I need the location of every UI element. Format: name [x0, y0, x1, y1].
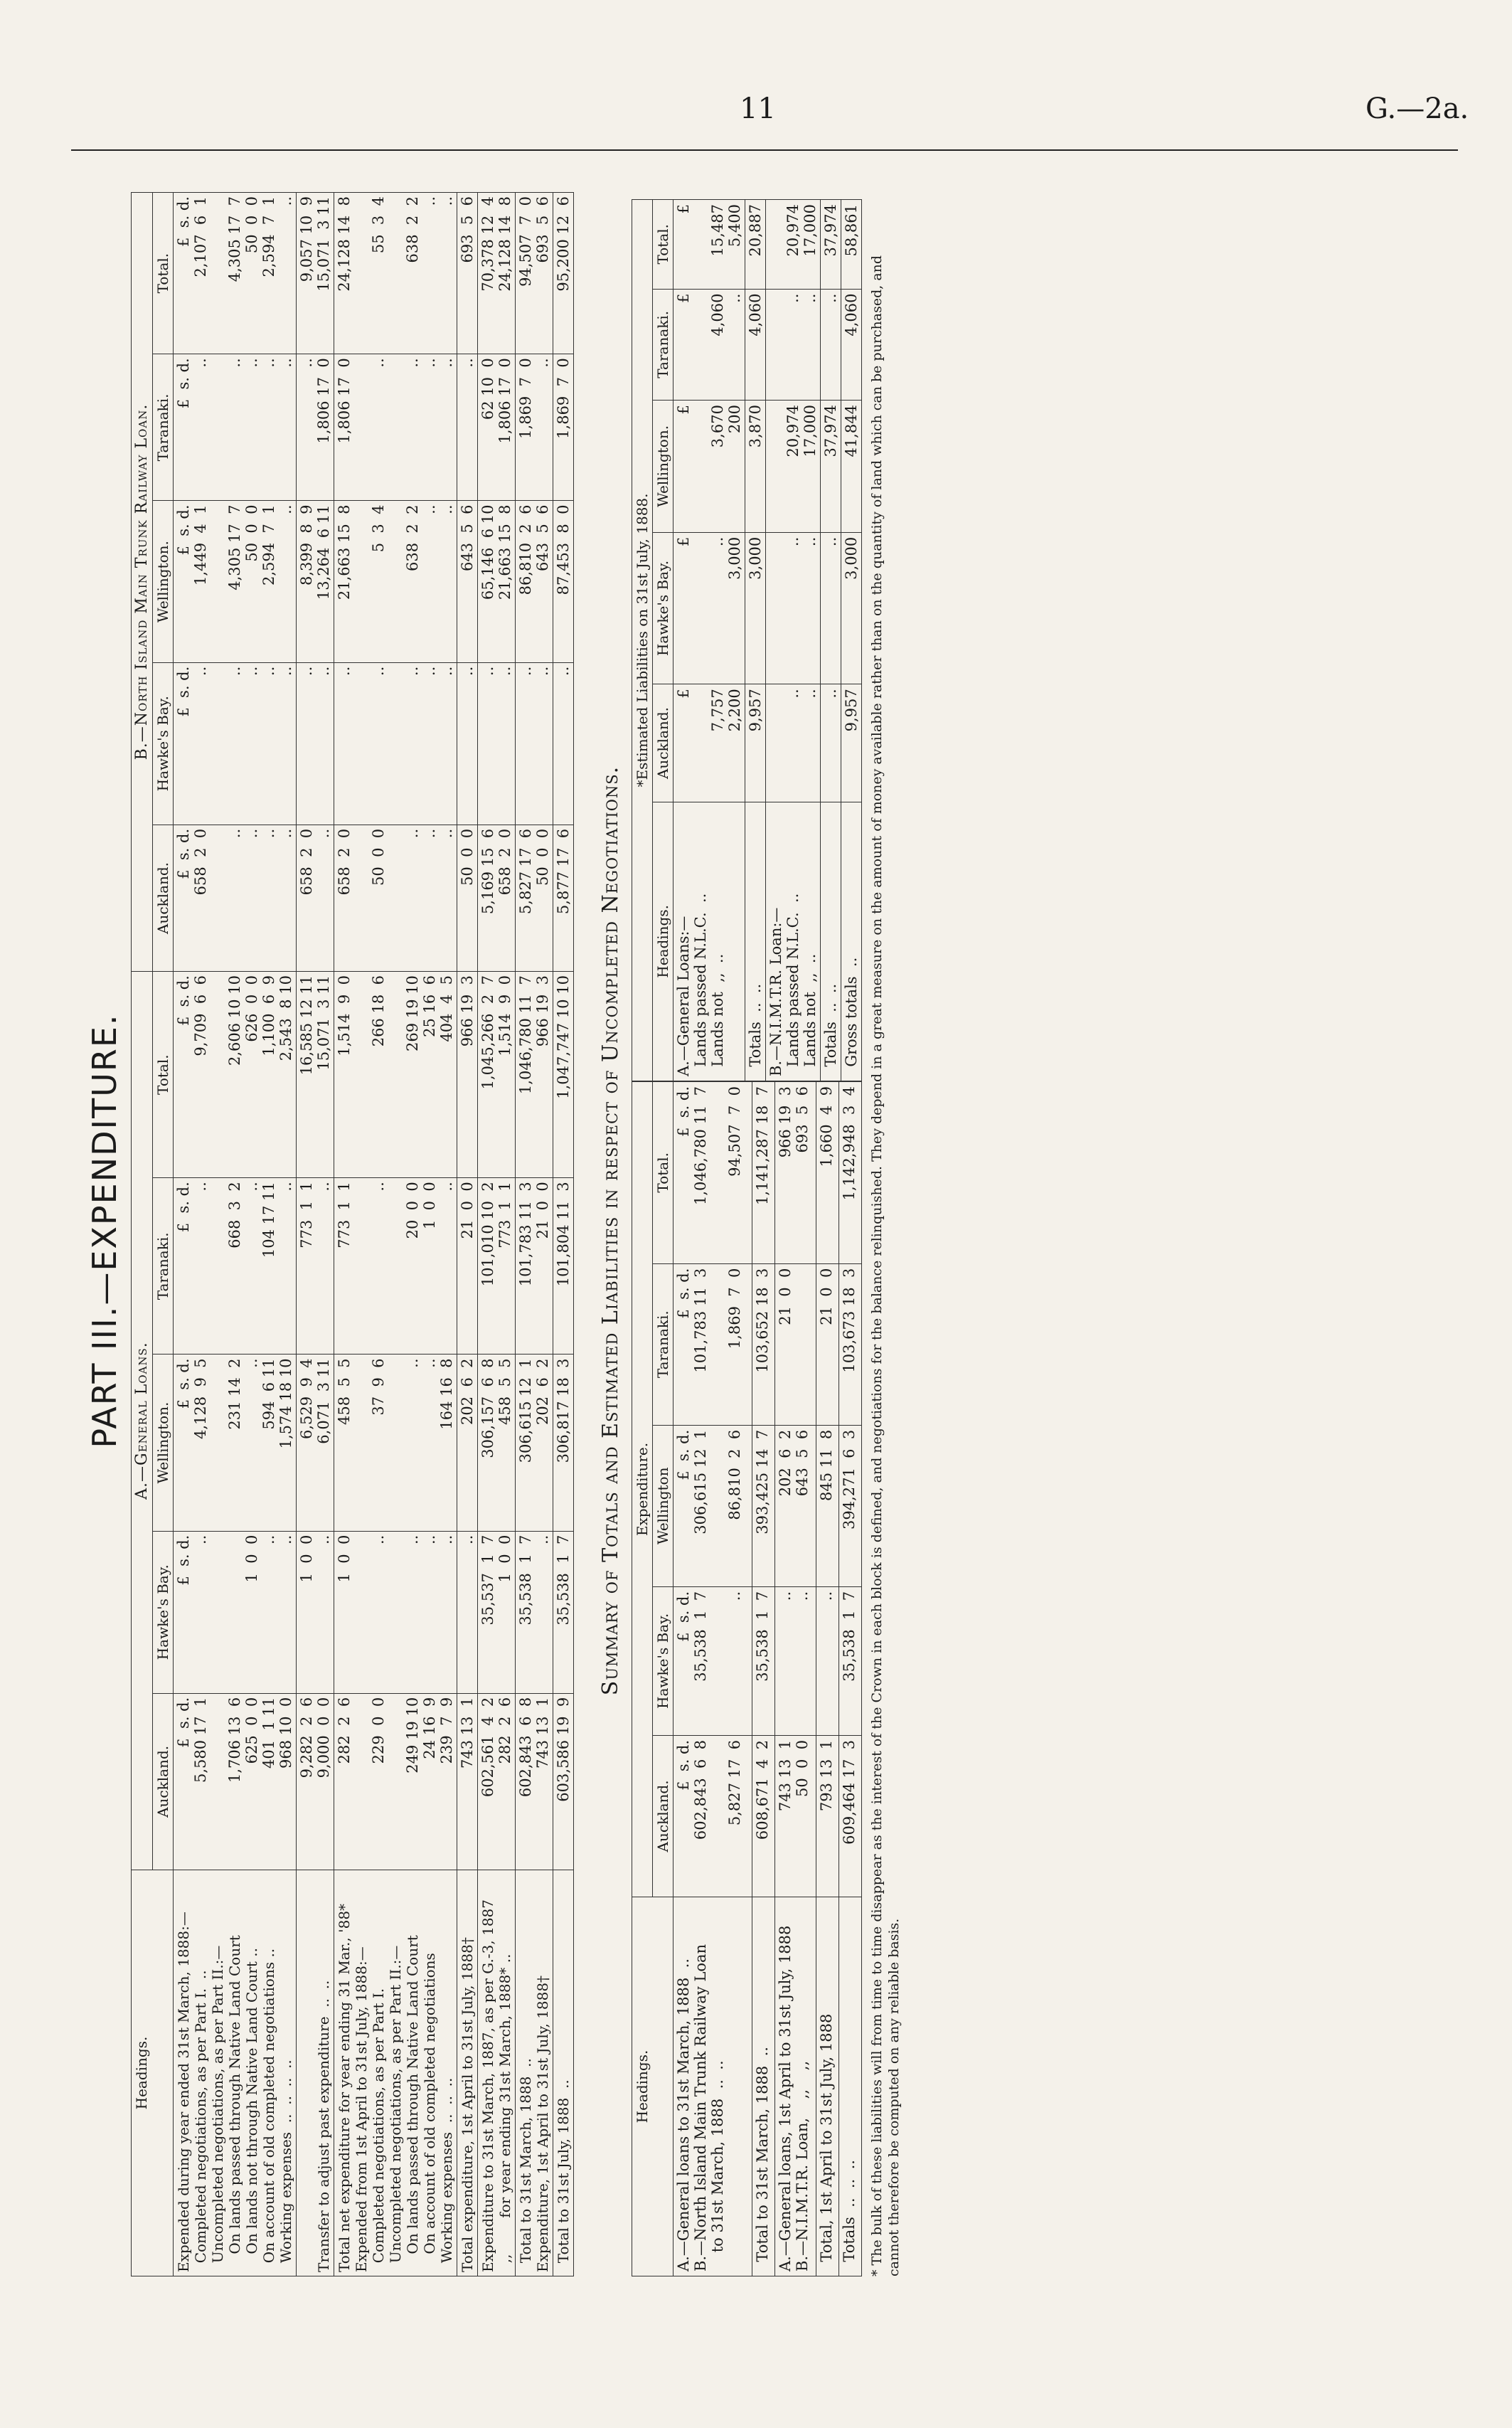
summary-amount-cell: 966 19 3 693 5 6 [774, 1082, 816, 1264]
amount-cell: 5,877 17 6 [553, 825, 574, 971]
summary-amount-cell: 393,425 14 7 [752, 1425, 775, 1586]
row-heading: Total expenditure, 1st April to 31st July, 1888† [457, 1870, 478, 2276]
amount-cell: 101,804 11 3 [553, 1178, 574, 1355]
document-reference: G.—2a. [1365, 92, 1469, 125]
summary-amount-cell: £ s. d. 306,615 12 1 86,810 2 6 [674, 1425, 752, 1586]
liabilities-amount-cell: .. [821, 289, 841, 401]
amount-cell: 8,399 8 9 13,264 6 11 [297, 501, 334, 662]
summary-expenditure-header: Expenditure. [632, 1082, 653, 1897]
column-header: Total. [153, 972, 174, 1178]
summary-amount-cell: 35,538 1 7 [752, 1586, 775, 1735]
amount-cell: .. .. .. .. .. [334, 662, 457, 825]
table-row [478, 193, 516, 2276]
summary-amount-cell: .. [816, 1586, 839, 1735]
amount-cell: .. .. [516, 662, 553, 825]
liabilities-amount-cell: 9,957 [841, 684, 862, 802]
liabilities-amount-cell: .. [821, 532, 841, 684]
summary-row-heading: A.—General loans, 1st April to 31st July, 1888 B.—N.I.M.T.R. Loan, ,, ,, [774, 1897, 816, 2276]
summary-row-heading: Total to 31st March, 1888 .. [752, 1897, 775, 2276]
summary-row-heading: Total, 1st April to 31st July, 1888 [816, 1897, 839, 2276]
column-header: Wellington. [153, 501, 174, 662]
liabilities-amount-cell: 41,844 [841, 401, 862, 533]
amount-cell: 1,869 7 0 .. [516, 354, 553, 501]
summary-column-header: Hawke's Bay. [653, 1586, 674, 1735]
liabilities-amount-cell: 3,870 [745, 401, 766, 533]
liabilities-column-header: Auckland. [653, 684, 674, 802]
footnote: * The bulk of these liabilities will from time to time disappear as the interest of the Crown in each block is defined, and negotiations for the balance relinquished. They depend in a great measure on the amount of money available rather than on the quantity of land which can be purchased, and cannot therefore be computed on any reliable basis. [869, 255, 902, 2276]
amount-cell: 658 2 0 50 0 0 .. .. .. [334, 825, 457, 971]
summary-amount-cell: 845 11 8 [816, 1425, 839, 1586]
liabilities-amount-cell: 20,887 [745, 200, 766, 290]
table-row [297, 193, 334, 2276]
amount-cell: 743 13 1 [457, 1693, 478, 1870]
liabilities-headings-header: Headings. [653, 802, 674, 1081]
amount-cell: .. .. [297, 662, 334, 825]
amount-cell: 95,200 12 6 [553, 193, 574, 354]
amount-cell: 602,561 4 2 282 2 6 [478, 1693, 516, 1870]
amount-cell: 5,827 17 6 50 0 0 [516, 825, 553, 971]
amount-cell: 65,146 6 10 21,663 15 8 [478, 501, 516, 662]
liabilities-table [632, 199, 862, 1081]
group-a-header: A.—General Loans. [132, 972, 153, 1870]
amount-cell: .. 1,806 17 0 [297, 354, 334, 501]
liabilities-amount-cell: 4,060 [841, 289, 862, 401]
amount-cell: £ s. d. 4,128 9 5 231 14 2 .. 594 6 11 1,574 18 10 [174, 1355, 297, 1531]
summary-amount-cell: 608,671 4 2 [752, 1735, 775, 1897]
liabilities-row-heading: Gross totals .. [841, 802, 862, 1081]
liabilities-row [841, 200, 862, 1081]
column-header: Hawke's Bay. [153, 662, 174, 825]
liabilities-row [674, 200, 745, 1081]
column-header: Taranaki. [153, 1178, 174, 1355]
liabilities-row [821, 200, 841, 1081]
summary-row [816, 1082, 839, 2276]
liabilities-row-heading: Totals .. .. [821, 802, 841, 1081]
summary-row [774, 1082, 816, 2276]
summary-amount-cell: 609,464 17 3 [839, 1735, 862, 1897]
liabilities-amount-cell: 3,000 [745, 532, 766, 684]
summary-row-heading: Totals .. .. .. [839, 1897, 862, 2276]
liabilities-amount-cell: £ .. 3,000 [674, 532, 745, 684]
summary-amount-cell: £ s. d. 101,783 11 3 1,869 7 0 [674, 1263, 752, 1425]
table-row [334, 193, 457, 2276]
amount-cell: 62 10 0 1,806 17 0 [478, 354, 516, 501]
liabilities-amount-cell: 9,957 [745, 684, 766, 802]
amount-cell: 6,529 9 4 6,071 3 11 [297, 1355, 334, 1531]
amount-cell: 35,538 1 7 [553, 1531, 574, 1693]
summary-amount-cell: 1,141,287 18 7 [752, 1082, 775, 1264]
summary-amount-cell: 35,538 1 7 [839, 1586, 862, 1735]
summary-row [674, 1082, 752, 2276]
table-row [553, 193, 574, 2276]
column-header: Hawke's Bay. [153, 1531, 174, 1693]
summary-row-heading: A.—General loans to 31st March, 1888 .. B.—North Island Main Trunk Railway Loan to 31st March, 1888 .. .. [674, 1897, 752, 2276]
liabilities-amount-cell: £ 7,757 2,200 [674, 684, 745, 802]
summary-amount-cell: 21 0 0 [816, 1263, 839, 1425]
amount-cell: 21 0 0 [457, 1178, 478, 1355]
liabilities-amount-cell: .. .. [766, 289, 821, 401]
amount-cell: 86,810 2 6 643 5 6 [516, 501, 553, 662]
summary-headings-header: Headings. [632, 1897, 674, 2276]
amount-cell: 602,843 6 8 743 13 1 [516, 1693, 553, 1870]
amount-cell: £ s. d. 658 2 0 .. .. .. .. [174, 825, 297, 971]
table-row [516, 193, 553, 2276]
liabilities-amount-cell: 20,974 17,000 [766, 401, 821, 533]
summary-amount-cell: 743 13 1 50 0 0 [774, 1735, 816, 1897]
amount-cell: 1,806 17 0 .. .. .. .. [334, 354, 457, 501]
liabilities-column-header: Taranaki. [653, 289, 674, 401]
amount-cell: 1,047,747 10 10 [553, 972, 574, 1178]
summary-section [632, 185, 862, 2276]
liabilities-row-heading: A.—General Loans:— Lands passed N.L.C. .. Lands not ,, .. [674, 802, 745, 1081]
page-number: 11 [740, 92, 776, 125]
row-heading: Total to 31st July, 1888 .. [553, 1870, 574, 2276]
amount-cell: 1,046,780 11 7 966 19 3 [516, 972, 553, 1178]
amount-cell: 16,585 12 11 15,071 3 11 [297, 972, 334, 1178]
liabilities-column-header: Hawke's Bay. [653, 532, 674, 684]
amount-cell: 101,783 11 3 21 0 0 [516, 1178, 553, 1355]
liabilities-amount-cell: 37,974 [821, 401, 841, 533]
amount-cell: 658 2 0 .. [297, 825, 334, 971]
liabilities-amount-cell: 4,060 [745, 289, 766, 401]
amount-cell: 458 5 5 37 9 6 .. .. 164 16 8 [334, 1355, 457, 1531]
liabilities-amount-cell: .. [821, 684, 841, 802]
amount-cell: 35,538 1 7 .. [516, 1531, 553, 1693]
summary-row [752, 1082, 775, 2276]
row-heading: Transfer to adjust past expenditure .. .. [297, 1870, 334, 2276]
summary-amount-cell: 202 6 2 643 5 6 [774, 1425, 816, 1586]
column-header: Auckland. [153, 1693, 174, 1870]
amount-cell: 87,453 8 0 [553, 501, 574, 662]
liabilities-amount-cell: £ 15,487 5,400 [674, 200, 745, 290]
summary-column-header: Wellington [653, 1425, 674, 1586]
amount-cell: 1,514 9 0 266 18 6 269 19 10 25 16 6 404 4 5 [334, 972, 457, 1178]
liabilities-amount-cell: 3,000 [841, 532, 862, 684]
summary-amount-cell: £ s. d. 35,538 1 7 .. [674, 1586, 752, 1735]
amount-cell: 9,057 10 9 15,071 3 11 [297, 193, 334, 354]
summary-amount-cell: 1,660 4 9 [816, 1082, 839, 1264]
amount-cell: .. [553, 662, 574, 825]
headings-column-header: Headings. [132, 1870, 174, 2276]
amount-cell: £ s. d. 5,580 17 1 1,706 13 6 625 0 0 401 1 11 968 10 0 [174, 1693, 297, 1870]
summary-amount-cell: 21 0 0 [774, 1263, 816, 1425]
liabilities-row [745, 200, 766, 1081]
amount-cell: 966 19 3 [457, 972, 478, 1178]
row-heading: Total net expenditure for year ending 31 Mar., '88* Expended from 1st April to 31st July, 1888:— Completed negotiations, as per Part I. Uncompleted negotiations, as per Part II.:— On lands passed through Native Land Court On account of old completed negotiations Working expenses .. .. .. [334, 1870, 457, 2276]
header-rule [71, 149, 1458, 151]
amount-cell: .. [457, 1531, 478, 1693]
liabilities-title: *Estimated Liabilities on 31st July, 1888. [632, 200, 653, 1081]
liabilities-amount-cell: 58,861 [841, 200, 862, 290]
liabilities-amount-cell: .. .. [766, 532, 821, 684]
summary-column-header: Total. [653, 1082, 674, 1264]
liabilities-amount-cell: £ 4,060 .. [674, 289, 745, 401]
amount-cell: £ s. d. 2,107 6 1 4,305 17 7 50 0 0 2,594 7 1 .. [174, 193, 297, 354]
column-header: Taranaki. [153, 354, 174, 501]
amount-cell: 94,507 7 0 693 5 6 [516, 193, 553, 354]
amount-cell: 306,615 12 1 202 6 2 [516, 1355, 553, 1531]
amount-cell: .. [457, 354, 478, 501]
table-row [457, 193, 478, 2276]
summary-title: Summary of Totals and Estimated Liabilities in respect of Uncompleted Negotiations. [598, 765, 623, 1696]
liabilities-amount-cell: £ 3,670 200 [674, 401, 745, 533]
row-heading: Total to 31st March, 1888 .. Expenditure, 1st April to 31st July, 1888† [516, 1870, 553, 2276]
amount-cell: 643 5 6 [457, 501, 478, 662]
amount-cell: 101,010 10 2 773 1 1 [478, 1178, 516, 1355]
liabilities-amount-cell: 20,974 17,000 [766, 200, 821, 290]
summary-amount-cell: 103,652 18 3 [752, 1263, 775, 1425]
summary-amount-cell: 1,142,948 3 4 [839, 1082, 862, 1264]
row-heading: Expenditure to 31st March, 1887, as per G.-3, 1887 ,, for year ending 31st March, 1888* .. [478, 1870, 516, 2276]
amount-cell: £ s. d. 1,449 4 1 4,305 17 7 50 0 0 2,594 7 1 .. [174, 501, 297, 662]
amount-cell: 693 5 6 [457, 193, 478, 354]
amount-cell: 70,378 12 4 24,128 14 8 [478, 193, 516, 354]
amount-cell: £ s. d. .. .. .. .. .. [174, 662, 297, 825]
amount-cell: 1 0 0 .. .. .. .. [334, 1531, 457, 1693]
summary-amount-cell: 103,673 18 3 [839, 1263, 862, 1425]
summary-column-header: Auckland. [653, 1735, 674, 1897]
amount-cell: 306,817 18 3 [553, 1355, 574, 1531]
liabilities-row-heading: B.—N.I.M.T.R. Loan:— Lands passed N.L.C. .. Lands not ,, .. [766, 802, 821, 1081]
expenditure-table [131, 192, 574, 2276]
summary-amount-cell: 793 13 1 [816, 1735, 839, 1897]
amount-cell: £ s. d. .. .. .. .. .. [174, 354, 297, 501]
amount-cell: 1 0 0 .. [297, 1531, 334, 1693]
amount-cell: 773 1 1 .. 20 0 0 1 0 0 .. [334, 1178, 457, 1355]
liabilities-column-header: Total. [653, 200, 674, 290]
amount-cell: 24,128 14 8 55 3 4 638 2 2 .. .. [334, 193, 457, 354]
column-header: Auckland. [153, 825, 174, 971]
amount-cell: 306,157 6 8 458 5 5 [478, 1355, 516, 1531]
summary-amount-cell: £ s. d. 1,046,780 11 7 94,507 7 0 [674, 1082, 752, 1264]
table-row [174, 193, 297, 2276]
amount-cell: £ s. d. .. 668 3 2 .. 104 17 11 .. [174, 1178, 297, 1355]
amount-cell: .. [457, 662, 478, 825]
column-header: Total. [153, 193, 174, 354]
amount-cell: .. .. [478, 662, 516, 825]
amount-cell: 21,663 15 8 5 3 4 638 2 2 .. .. [334, 501, 457, 662]
amount-cell: 1,045,266 2 7 1,514 9 0 [478, 972, 516, 1178]
summary-table [632, 1081, 862, 2276]
amount-cell: 603,586 19 9 [553, 1693, 574, 1870]
summary-amount-cell: 394,271 6 3 [839, 1425, 862, 1586]
amount-cell: 1,869 7 0 [553, 354, 574, 501]
amount-cell: 773 1 1 .. [297, 1178, 334, 1355]
amount-cell: 50 0 0 [457, 825, 478, 971]
column-header: Wellington. [153, 1355, 174, 1531]
amount-cell: 282 2 6 229 0 0 249 19 10 24 16 9 239 7 9 [334, 1693, 457, 1870]
liabilities-amount-cell: .. .. [766, 684, 821, 802]
group-b-header: B.—North Island Main Trunk Railway Loan. [132, 193, 153, 972]
amount-cell: 202 6 2 [457, 1355, 478, 1531]
amount-cell: £ s. d. 9,709 6 6 2,606 10 10 626 0 0 1,100 6 9 2,543 8 10 [174, 972, 297, 1178]
rotated-page-content [85, 185, 1437, 2276]
row-heading: Expended during year ended 31st March, 1888:— Completed negotiations, as per Part I. .. Uncompleted negotiations, as per Part II.:— On lands passed through Native Land Court On lands not through Native Land Court .. On account of old completed negotiations .. Working expenses .. .. .. .. [174, 1870, 297, 2276]
summary-amount-cell: .. .. [774, 1586, 816, 1735]
amount-cell: £ s. d. .. 1 0 0 .. .. [174, 1531, 297, 1693]
amount-cell: 9,282 2 6 9,000 0 0 [297, 1693, 334, 1870]
summary-column-header: Taranaki. [653, 1263, 674, 1425]
summary-amount-cell: £ s. d. 602,843 6 8 5,827 17 6 [674, 1735, 752, 1897]
liabilities-row-heading: Totals .. .. [745, 802, 766, 1081]
liabilities-row [766, 200, 821, 1081]
summary-row [839, 1082, 862, 2276]
amount-cell: 35,537 1 7 1 0 0 [478, 1531, 516, 1693]
page-title: PART III.—EXPENDITURE. [85, 1013, 124, 1448]
liabilities-column-header: Wellington. [653, 401, 674, 533]
amount-cell: 5,169 15 6 658 2 0 [478, 825, 516, 971]
liabilities-amount-cell: 37,974 [821, 200, 841, 290]
